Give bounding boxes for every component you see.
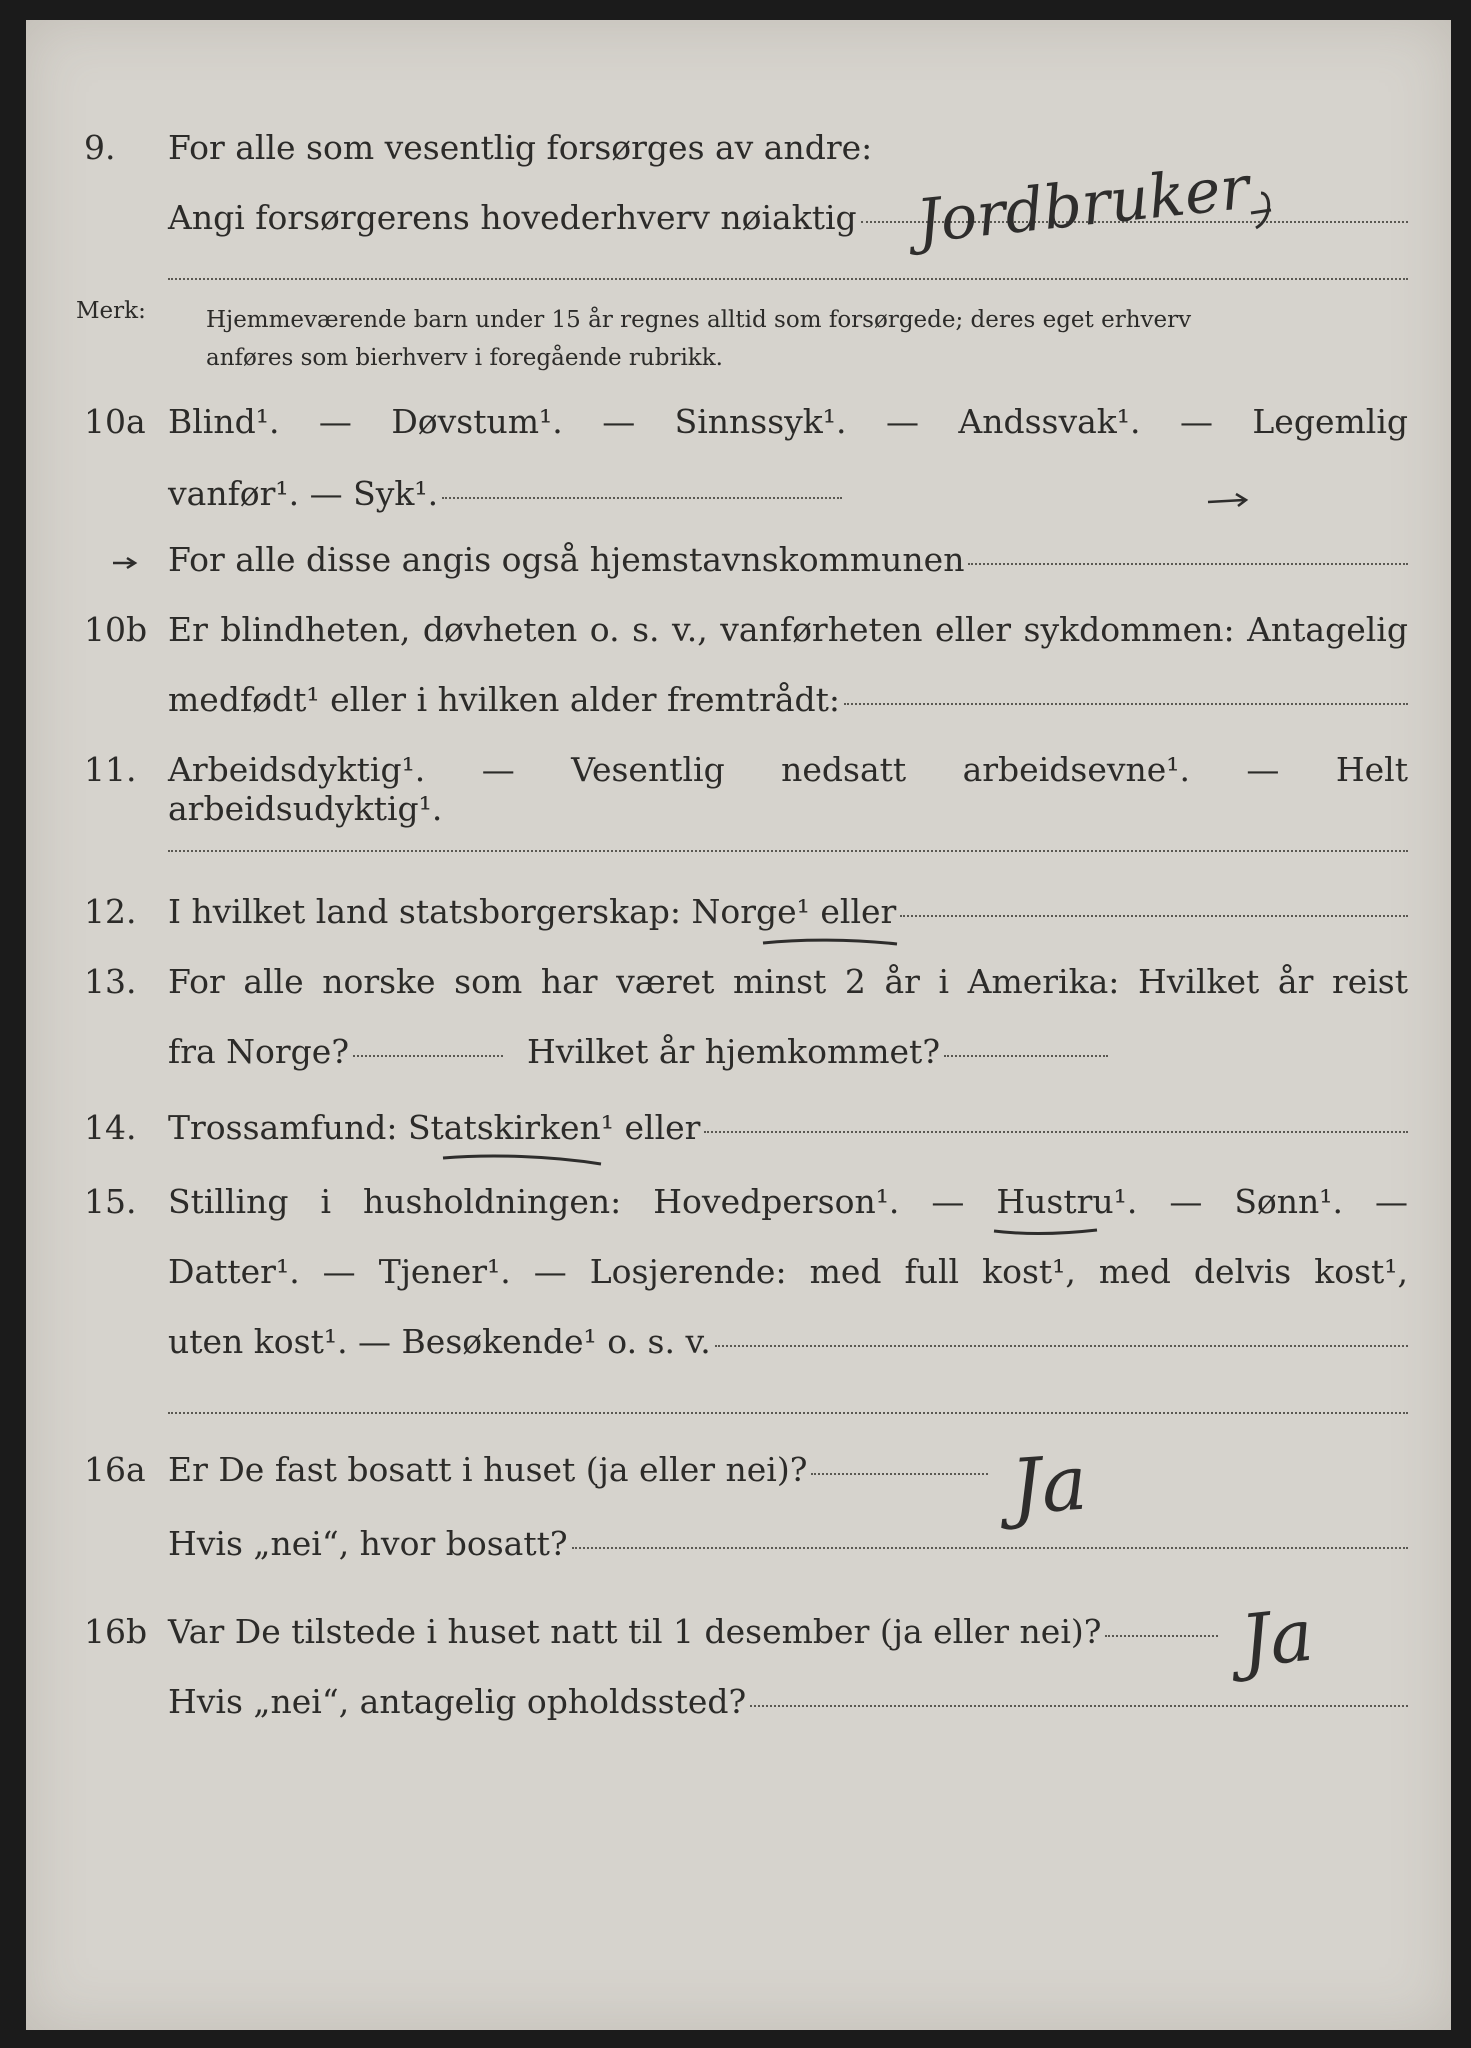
answer-field-12[interactable] <box>900 914 1408 917</box>
question-9-line-2: Angi forsørgerens hovederhverv nøiaktig <box>168 198 1408 237</box>
handwritten-answer-16b: Ja <box>1236 1592 1317 1684</box>
answer-field-10a[interactable] <box>442 496 842 499</box>
answer-field-13-left[interactable] <box>353 1054 503 1057</box>
question-number-10b: 10b <box>84 610 148 649</box>
question-9-line-1: For alle som vesentlig forsørges av andre: <box>168 128 873 167</box>
note-line-2: anføres som bierhverv i foregående rubrikk. <box>206 345 723 371</box>
question-16b-line-1: Var De tilstede i huset natt til 1 desember (ja eller nei)? <box>168 1612 1218 1651</box>
question-15-line-2: Datter¹. — Tjener¹. — Losjerende: med full kost¹, med delvis kost¹, <box>168 1252 1408 1291</box>
census-form-page <box>26 20 1451 2030</box>
question-16a-line-2: Hvis „nei“, hvor bosatt? <box>168 1524 1408 1563</box>
handwritten-mark-icon <box>1241 188 1281 238</box>
answer-field-16b[interactable] <box>1105 1634 1218 1637</box>
question-number-9: 9. <box>84 128 116 167</box>
handwritten-answer-9: Jordbruker <box>913 152 1253 258</box>
section-divider <box>168 278 1408 280</box>
note-label: Merk: <box>76 298 146 324</box>
question-13-line-1: For alle norske som har været minst 2 år i Amerika: Hvilket år reist <box>168 962 1408 1001</box>
answer-field-16a-residence[interactable] <box>572 1546 1408 1549</box>
question-11-line-1: Arbeidsdyktig¹. — Vesentlig nedsatt arbeidsevne¹. — Helt arbeidsudyktig¹. <box>168 750 1408 828</box>
question-number-13: 13. <box>84 962 137 1001</box>
answer-field-10a-hometown[interactable] <box>968 562 1408 565</box>
answer-field-11[interactable] <box>168 850 1408 852</box>
question-10a-line-1: Blind¹. — Døvstum¹. — Sinnssyk¹. — Andssvak¹. — Legemlig <box>168 402 1408 441</box>
handwritten-answer-16a: Ja <box>1007 1437 1090 1532</box>
arrow-mark-icon <box>1206 490 1251 510</box>
question-16b-line-2: Hvis „nei“, antagelig opholdssted? <box>168 1682 1408 1721</box>
answer-field-16b-whereabouts[interactable] <box>750 1704 1408 1707</box>
answer-field-10b[interactable] <box>844 702 1408 705</box>
section-divider <box>168 1412 1408 1414</box>
question-16a-line-1: Er De fast bosatt i huset (ja eller nei)? <box>168 1450 988 1489</box>
underline-mark <box>992 1225 1102 1239</box>
question-number-14: 14. <box>84 1108 137 1147</box>
question-number-11: 11. <box>84 750 137 789</box>
question-12-line-1: I hvilket land statsborgerskap: Norge¹ eller <box>168 892 1408 931</box>
underline-mark <box>761 935 901 949</box>
question-15-line-3: uten kost¹. — Besøkende¹ o. s. v. <box>168 1322 1408 1361</box>
question-number-16b: 16b <box>84 1612 148 1651</box>
answer-field-14[interactable] <box>704 1130 1408 1133</box>
question-14-line-1: Trossamfund: Statskirken¹ eller <box>168 1108 1408 1147</box>
answer-field-15[interactable] <box>715 1344 1408 1347</box>
arrow-mark-icon <box>111 555 141 571</box>
question-10b-line-1: Er blindheten, døvheten o. s. v., vanførheten eller sykdommen: Antagelig <box>168 610 1408 649</box>
underline-mark <box>441 1152 606 1168</box>
note-line-1: Hjemmeværende barn under 15 år regnes alltid som forsørgede; deres eget erhverv <box>206 307 1192 333</box>
answer-field-16a[interactable] <box>811 1472 988 1475</box>
question-number-15: 15. <box>84 1182 137 1221</box>
question-number-10a: 10a <box>84 402 146 441</box>
question-number-16a: 16a <box>84 1450 146 1489</box>
answer-field-13-returned[interactable] <box>944 1054 1108 1057</box>
question-number-12: 12. <box>84 892 137 931</box>
question-10a-line-3: For alle disse angis også hjemstavnskommunen <box>168 540 1408 579</box>
question-15-line-1: Stilling i husholdningen: Hovedperson¹. — Hustru¹. — Sønn¹. — <box>168 1182 1408 1221</box>
question-13-line-2: fra Norge? Hvilket år hjemkommet? <box>168 1032 1108 1071</box>
question-10a-line-2: vanfør¹. — Syk¹. <box>168 474 1408 513</box>
question-10b-line-2: medfødt¹ eller i hvilken alder fremtrådt: <box>168 680 1408 719</box>
